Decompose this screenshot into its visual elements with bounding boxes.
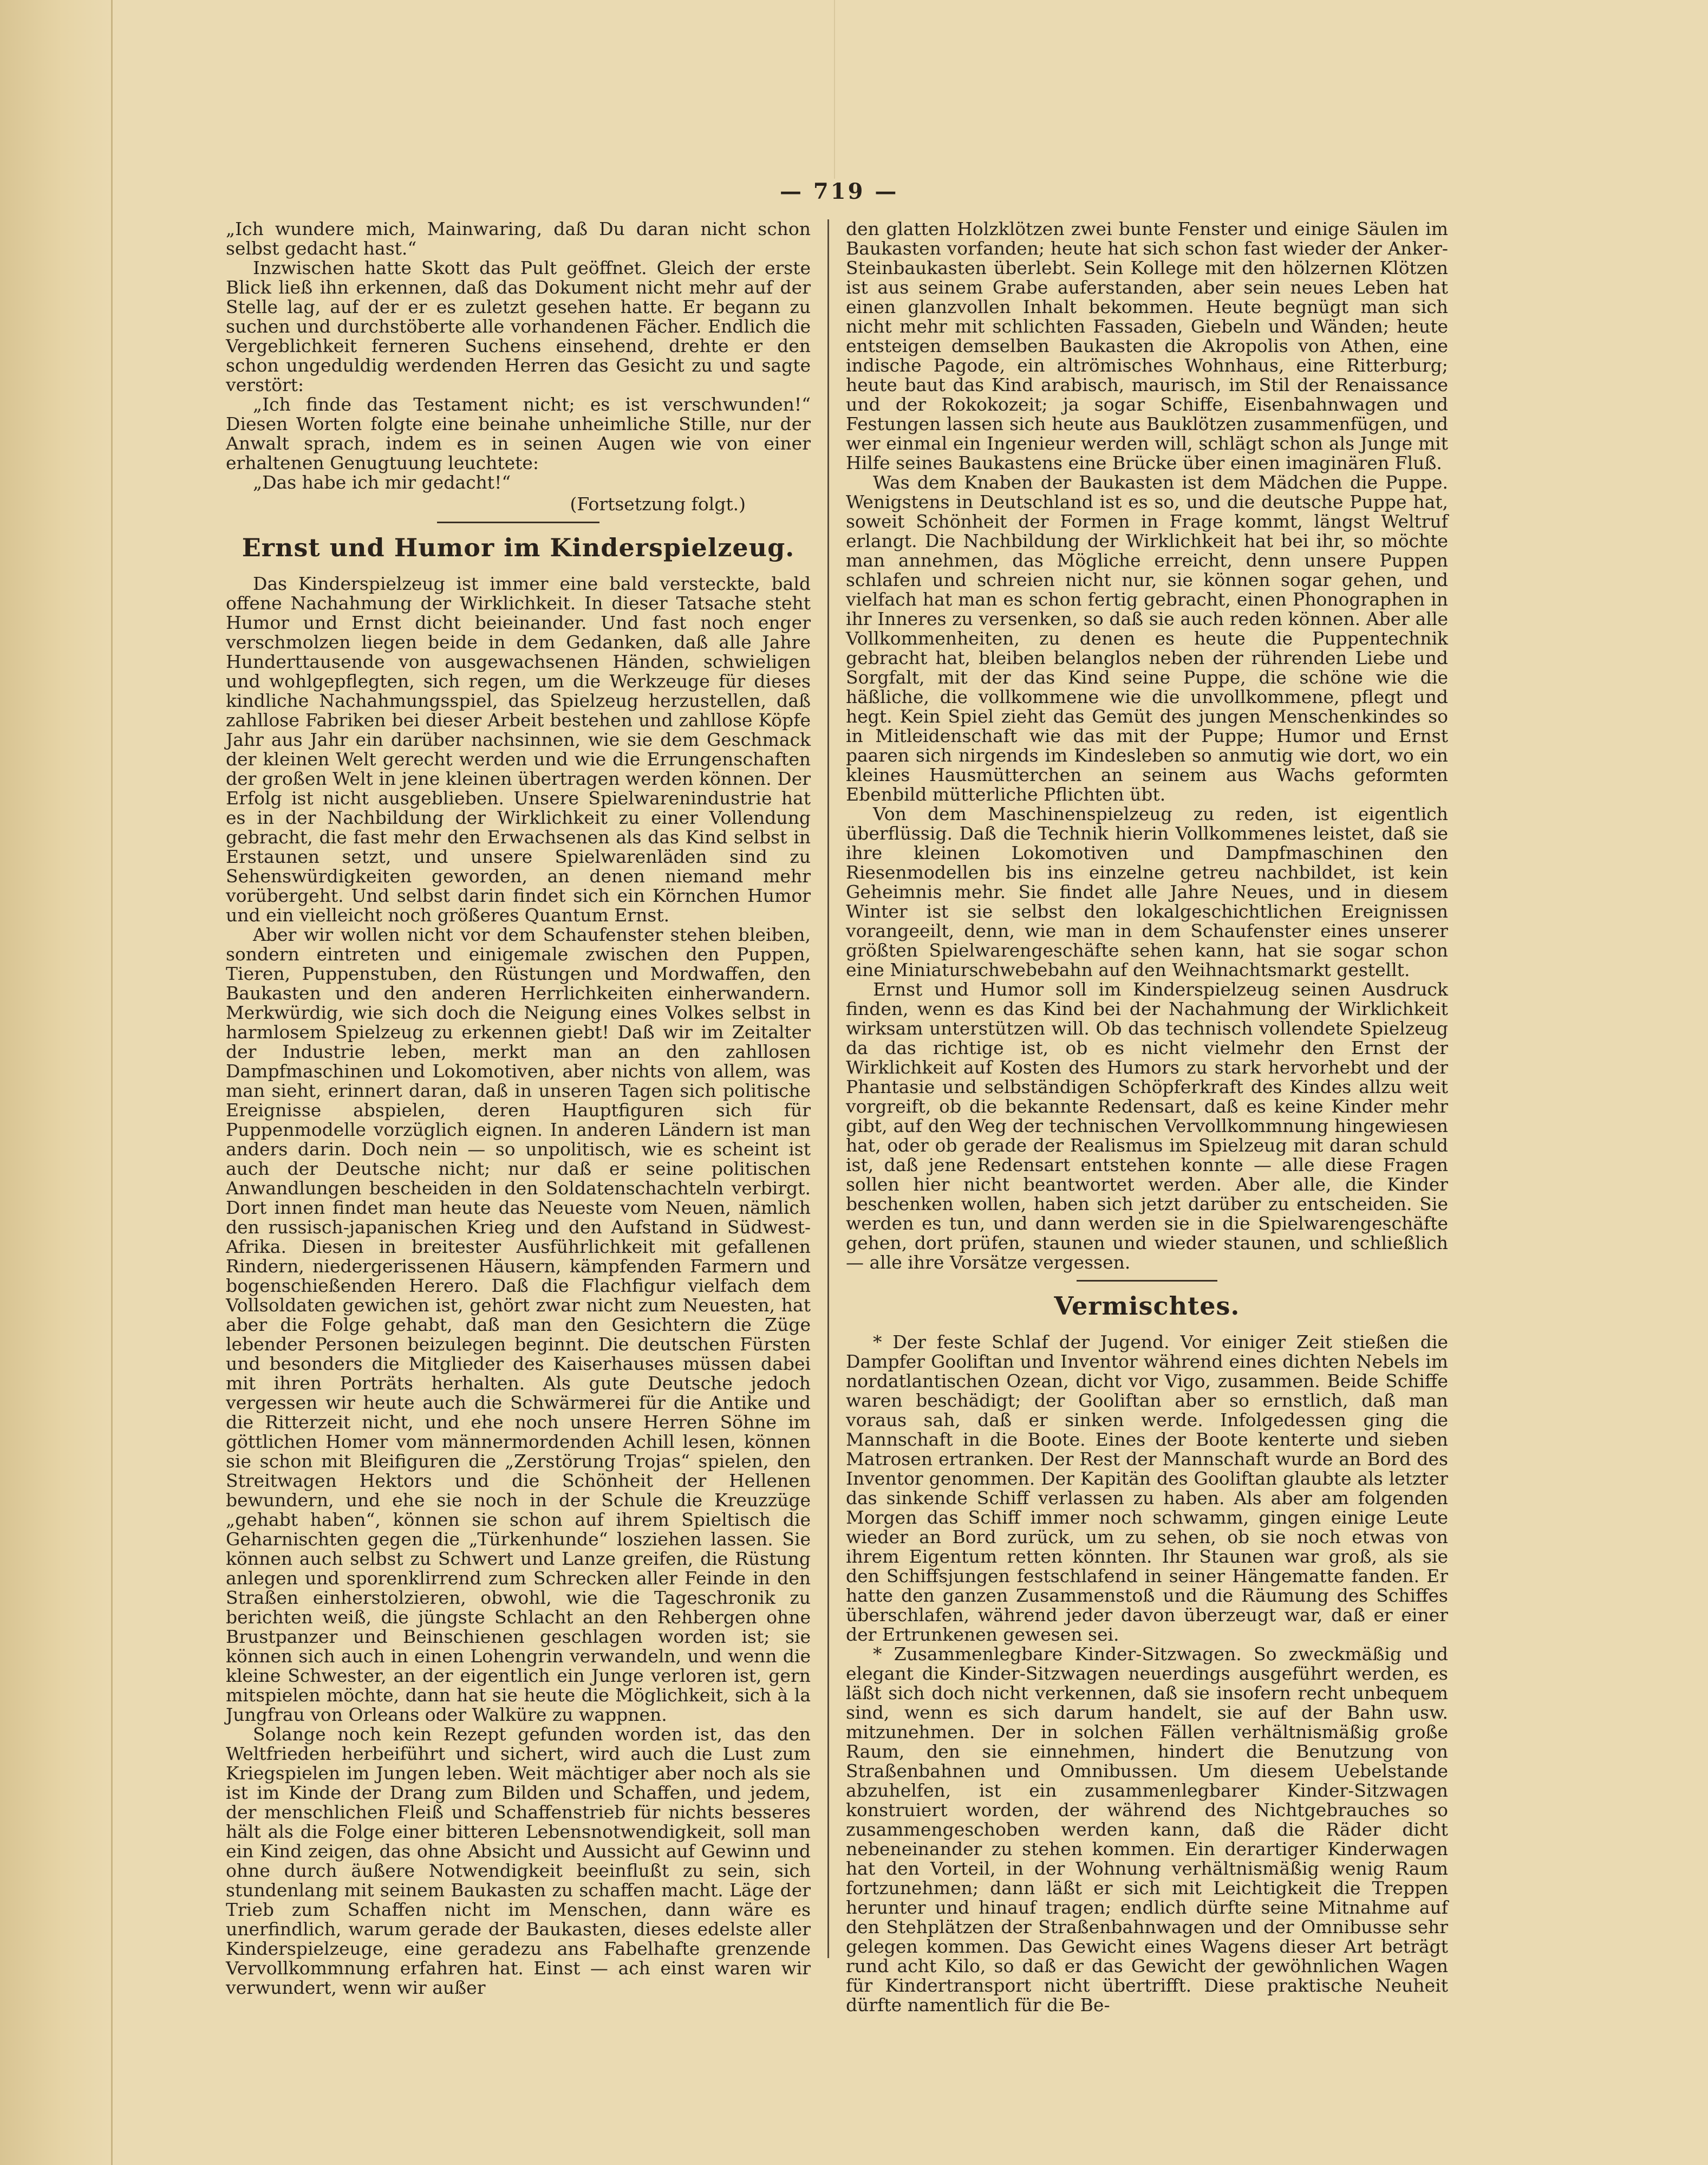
left-column: [226, 219, 811, 1998]
article-paragraph: Was dem Knaben der Baukasten ist dem Mädchen die Puppe. Wenigstens in Deutschland ist es so, und die deutsche Puppe hat, soweit Schönheit der Formen in Frage kommt, längst Weltruf erlangt. Die Nachbildung der Wirklichkeit hat bei ihr, so möchte man annehmen, das Mögliche erreicht, denn unsere Puppen schlafen und schreien nicht nur, sie können sogar gehen, und vielfach hat man es schon fertig gebracht, einen Phonographen in ihr Inneres zu versenken, so daß sie auch reden können. Aber alle Vollkommenheiten, zu denen es heute die Puppentechnik gebracht hat, bleiben belanglos neben der rührenden Liebe und Sorgfalt, mit der das Kind seine Puppe, die schöne wie die häßliche, die vollkommene wie die unvollkommene, pflegt und hegt. Kein Spiel zieht das Gemüt des jungen Menschenkindes so in Mitleidenschaft wie das mit der Puppe; Humor und Ernst paaren sich nirgends im Kindesleben so anmutig wie dort, wo ein kleines Hausmütterchen an seinem aus Wachs geformten Ebenbild mütterliche Pflichten übt.: [846, 472, 1448, 805]
article-paragraph: Von dem Maschinenspielzeug zu reden, ist eigentlich überflüssig. Daß die Technik hierin Vollkommenes leistet, daß sie ihre kleinen Lokomotiven und Dampfmaschinen den Riesenmodellen bis ins einzelne getreu nachbildet, ist kein Geheimnis mehr. Sie findet alle Jahre Neues, und in diesem Winter ist sie selbst den lokalgeschichtlichen Ereignissen vorangeeilt, denn, wie man in dem Schaufenster eines unserer größten Spielwarengeschäfte sehen kann, hat sie sogar schon eine Miniaturschwebebahn auf den Weihnachtsmarkt gestellt.: [846, 803, 1448, 980]
story-paragraph: „Ich wundere mich, Mainwaring, daß Du daran nicht schon selbst gedacht hast.“: [226, 218, 811, 259]
article-title: Ernst und Humor im Kinderspielzeug.: [242, 533, 795, 562]
article-paragraph: den glatten Holzklötzen zwei bunte Fenster und einige Säulen im Baukasten vorfanden; heute hat sich schon fast wieder der Anker-Steinbaukasten überlebt. Sein Kollege mit den hölzernen Klötzen ist aus seinem Grabe auferstanden, aber sein neues Leben hat einen glanzvollen Inhalt bekommen. Heute begnügt man sich nicht mehr mit schlichten Fassaden, Giebeln und Wänden; heute entsteigen demselben Baukasten die Akropolis von Athen, eine indische Pagode, ein altrömisches Wohnhaus, eine Ritterburg; heute baut das Kind arabisch, maurisch, im Stil der Renaissance und der Rokokozeit; ja sogar Schiffe, Eisenbahnwagen und Festungen lassen sich heute aus Bauklötzen zusammenfügen, und wer einmal ein Ingenieur werden will, schlägt schon als Junge mit Hilfe seines Baukastens eine Brücke über einen imaginären Fluß.: [846, 218, 1448, 473]
section-title: Vermischtes.: [1054, 1291, 1240, 1321]
misc-paragraph: * Der feste Schlaf der Jugend. Vor einiger Zeit stießen die Dampfer Gooliftan und Inventor während eines dichten Nebels im nordatlantischen Ozean, dicht vor Vigo, zusammen. Beide Schiffe waren beschädigt; der Gooliftan aber so ernstlich, daß man voraus sah, daß er sinken werde. Infolgedessen ging die Mannschaft in die Boote. Eines der Boote kenterte und sieben Matrosen ertranken. Der Rest der Mannschaft wurde an Bord des Inventor genommen. Der Kapitän des Gooliftan glaubte als letzter das sinkende Schiff verlassen zu haben. Als aber am folgenden Morgen das Schiff immer noch schwamm, gingen einige Leute wieder an Bord zurück, um zu sehen, ob sie noch etwas von ihrem Eigentum retten könnten. Ihr Staunen war groß, als sie den Schiffsjungen festschlafend in seiner Hängematte fanden. Er hatte den ganzen Zusammenstoß und die Räumung des Schiffes überschlafen, während jeder davon überzeugt war, daß er einer der Ertrunkenen gewesen sei.: [846, 1331, 1448, 1645]
article-paragraph: Solange noch kein Rezept gefunden worden ist, das den Weltfrieden herbeiführt und sichert, wird auch die Lust zum Kriegspielen im Jungen leben. Weit mächtiger aber noch als sie ist im Kinde der Drang zum Bilden und Schaffen, und jedem, der menschlichen Fleiß und Schaffenstrieb für nichts besseres hält als die Folge einer bitteren Lebensnotwendigkeit, soll man ein Kind zeigen, das ohne Absicht und Aussicht auf Gewinn und ohne durch äußere Notwendigkeit beeinflußt zu sein, sich stundenlang mit seinem Baukasten zu schaffen macht. Läge der Trieb zum Schaffen nicht im Menschen, dann wäre es unerfindlich, warum gerade der Baukasten, dieses edelste aller Kinderspielzeuge, eine geradezu ans Fabelhafte grenzende Vervollkommnung erfahren hat. Einst — ach einst waren wir verwundert, wenn wir außer: [226, 1724, 811, 1998]
section-divider: [437, 522, 599, 523]
column-divider: [827, 219, 829, 1958]
misc-paragraph: * Zusammenlegbare Kinder-Sitzwagen. So zweckmäßig und elegant die Kinder-Sitzwagen neuerdings ausgeführt werden, es läßt sich doch nicht verkennen, daß sie insofern recht unbequem sind, wenn es sich darum handelt, sie auf der Bahn usw. mitzunehmen. Der in solchen Fällen verhältnismäßig große Raum, den sie einnehmen, hindert die Benutzung von Straßenbahnen und Omnibussen. Um diesem Uebelstande abzuhelfen, ist ein zusammenlegbarer Kinder-Sitzwagen konstruiert worden, der während des Nichtgebrauches so zusammengeschoben werden kann, daß die Räder dicht nebeneinander zu stehen kommen. Ein derartiger Kinderwagen hat den Vorteil, in der Wohnung verhältnismäßig wenig Raum fortzunehmen; dann läßt er sich mit Leichtigkeit die Treppen herunter und hinauf tragen; endlich dürfte seine Mitnahme auf den Stehplätzen der Straßenbahnwagen und der Omnibusse sehr gelegen kommen. Das Gewicht eines Wagens dieser Art beträgt rund acht Kilo, so daß er das Gewicht der gewöhnlichen Wagen für Kindertransport nicht übertrifft. Diese praktische Neuheit dürfte namentlich für die Be-: [846, 1643, 1448, 2016]
story-paragraph: „Ich finde das Testament nicht; es ist verschwunden!“ Diesen Worten folgte eine beinahe unheimliche Stille, nur der Anwalt sprach, indem es in seinen Augen wie von einer erhaltenen Genugtuung leuchtete:: [226, 394, 811, 473]
article-paragraph: Aber wir wollen nicht vor dem Schaufenster stehen bleiben, sondern eintreten und einigemale zwischen den Puppen, Tieren, Puppenstuben, den Rüstungen und Mordwaffen, den Baukasten und den anderen Herrlichkeiten einherwandern. Merkwürdig, wie sich doch die Neigung eines Volkes selbst in harmlosem Spielzeug zu erkennen giebt! Daß wir im Zeitalter der Industrie leben, merkt man an den zahllosen Dampfmaschinen und Lokomotiven, aber nichts von allem, was man sieht, erinnert daran, daß in unseren Tagen sich politische Ereignisse abspielen, deren Hauptfiguren sich für Puppenmodelle vorzüglich eignen. In anderen Ländern ist man anders darin. Doch nein — so unpolitisch, wie es scheint ist auch der Deutsche nicht; nur daß er seine politischen Anwandlungen bescheiden in den Soldatenschachteln verbirgt. Dort innen findet man heute das Neueste vom Neuen, nämlich den russisch-japanischen Krieg und den Aufstand in Südwest-Afrika. Diesen in breitester Ausführlichkeit mit gefallenen Rindern, niedergerissenen Häusern, kämpfenden Farmern und bogenschießenden Herero. Daß die Flachfigur vielfach dem Vollsoldaten gewichen ist, gehört zwar nicht zum Neuesten, hat aber die Folge gehabt, daß man den Gesichtern die Züge lebender Personen beizulegen beginnt. Die deutschen Fürsten und besonders die Mitglieder des Kaiserhauses müssen dabei mit ihren Porträts herhalten. Als gute Deutsche jedoch vergessen wir heute auch die Schwärmerei für die Antike und die Ritterzeit nicht, und ehe noch unsere Herren Söhne im göttlichen Homer vom männermordenden Achill lesen, können sie schon mit Bleifiguren die „Zerstörung Trojas“ spielen, den Streitwagen Hektors und die Schönheit der Hellenen bewundern, und ehe sie noch in der Schule die Kreuzzüge „gehabt haben“, können sie schon auf ihrem Spieltisch die Geharnischten gegen die „Türkenhunde“ losziehen lassen. Sie können auch selbst zu Schwert und Lanze greifen, die Rüstung anlegen und sporenklirrend zum Schrecken aller Feinde in den Straßen einherstolzieren, obwohl, wie die Tageschronik zu berichten weiß, die jüngste Schlacht an den Rehbergen ohne Brustpanzer und Beinschienen geschlagen worden ist; sie können sich auch in einen Lohengrin verwandeln, und wenn die kleine Schwester, an der eigentlich ein Junge verloren ist, gern mitspielen möchte, dann hat sie heute die Möglichkeit, sich à la Jungfrau von Orleans oder Walküre zu wappnen.: [226, 924, 811, 1725]
article-paragraph: Ernst und Humor soll im Kinderspielzeug seinen Ausdruck finden, wenn es das Kind bei der Nachahmung der Wirklichkeit wirksam unterstützen will. Ob das technisch vollendete Spielzeug da das richtige ist, ob es nicht vielmehr den Ernst der Wirklichkeit auf Kosten des Humors zu stark hervorhebt und der Phantasie und selbständigen Schöpferkraft des Kindes allzu weit vorgreift, ob die bekannte Redensart, daß es keine Kinder mehr gibt, auf den Weg der technischen Vervollkommnung hingewiesen hat, oder ob gerade der Realismus im Spielzeug mit daran schuld ist, daß jene Redensart entstehen konnte — alle diese Fragen sollen hier nicht beantwortet werden. Aber alle, die Kinder beschenken wollen, haben sich jetzt darüber zu entscheiden. Sie werden es tun, und dann werden sie in die Spielwarengeschäfte gehen, dort prüfen, staunen und wieder staunen, und schließlich — alle ihre Vorsätze vergessen.: [846, 979, 1448, 1273]
continuation-note: (Fortsetzung folgt.): [570, 493, 746, 515]
section-divider: [1077, 1280, 1217, 1282]
paper-crease: [834, 0, 835, 179]
article-paragraph: Das Kinderspielzeug ist immer eine bald versteckte, bald offene Nachahmung der Wirklichkeit. In dieser Tatsache steht Humor und Ernst dicht beieinander. Und fast noch enger verschmolzen liegen beide in dem Gedanken, daß alle Jahre Hunderttausende von ausgewachsenen Händen, schwieligen und wohlgepflegten, sich regen, um die Werkzeuge für dieses kindliche Nachahmungsspiel, das Spielzeug herzustellen, daß zahllose Fabriken bei dieser Arbeit bestehen und zahllose Köpfe Jahr aus Jahr ein darüber nachsinnen, wie sie dem Geschmack der kleinen Welt gerecht werden und wie die Errungenschaften der großen Welt in jene kleinen übertragen werden können. Der Erfolg ist nicht ausgeblieben. Unsere Spielwarenindustrie hat es in der Nachbildung der Wirklichkeit zu einer Vollendung gebracht, die fast mehr den Erwachsenen als das Kind selbst in Erstaunen setzt, und unsere Spielwarenläden sind zu Sehenswürdigkeiten geworden, an denen niemand mehr vorübergeht. Und selbst darin findet sich ein Körnchen Humor und ein vielleicht noch größeres Quantum Ernst.: [226, 573, 811, 926]
right-column: [846, 219, 1448, 2015]
page-number: — 719 —: [780, 179, 899, 204]
fold-line: [111, 0, 113, 2165]
story-paragraph: Inzwischen hatte Skott das Pult geöffnet. Gleich der erste Blick ließ ihn erkennen, daß das Dokument nicht mehr auf der Stelle lag, auf der er es zuletzt gesehen hatte. Er begann zu suchen und durchstöberte alle vorhandenen Fächer. Endlich die Vergeblichkeit ferneren Suchens einsehend, drehte er den schon ungeduldig werdenden Herren das Gesicht zu und sagte verstört:: [226, 257, 811, 395]
page-fold-margin: [0, 0, 114, 2165]
story-paragraph: „Das habe ich mir gedacht!“: [253, 472, 511, 493]
